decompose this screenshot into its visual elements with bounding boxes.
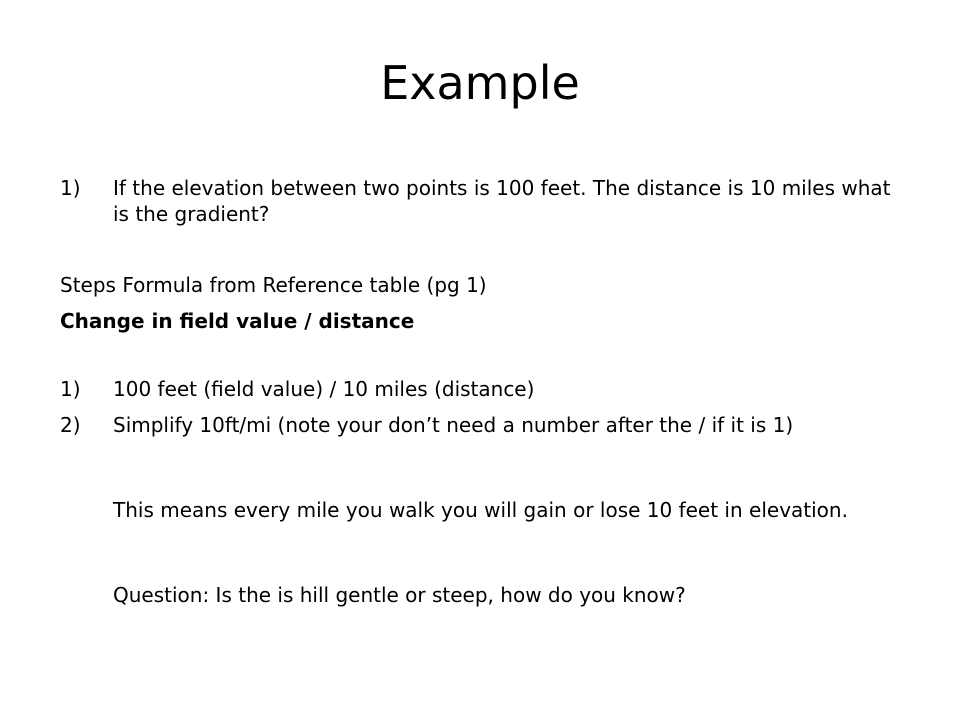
question-item-number: 1) — [60, 176, 81, 200]
step-item-2-number: 2) — [60, 413, 81, 437]
step-item-1 — [60, 376, 910, 402]
step-item-1-text: 100 feet (field value) / 10 miles (distance) — [113, 377, 535, 401]
step-item-2-text: Simplify 10ft/mi (note your don’t need a number after the / if it is 1) — [113, 413, 794, 437]
steps-line: Steps Formula from Reference table (pg 1) — [60, 273, 487, 297]
formula-line: Change in field value / distance — [60, 309, 415, 333]
step-item-2 — [60, 412, 910, 438]
slide-title: Example — [380, 56, 580, 110]
question-item-text: If the elevation between two points is 100 feet. The distance is 10 miles what is the gradient? — [113, 176, 891, 226]
step-item-1-number: 1) — [60, 377, 81, 401]
question-item — [60, 175, 910, 227]
followup-question: Question: Is the is hill gentle or steep, how do you know? — [113, 583, 686, 607]
explanation-text: This means every mile you walk you will gain or lose 10 feet in elevation. — [113, 498, 848, 522]
